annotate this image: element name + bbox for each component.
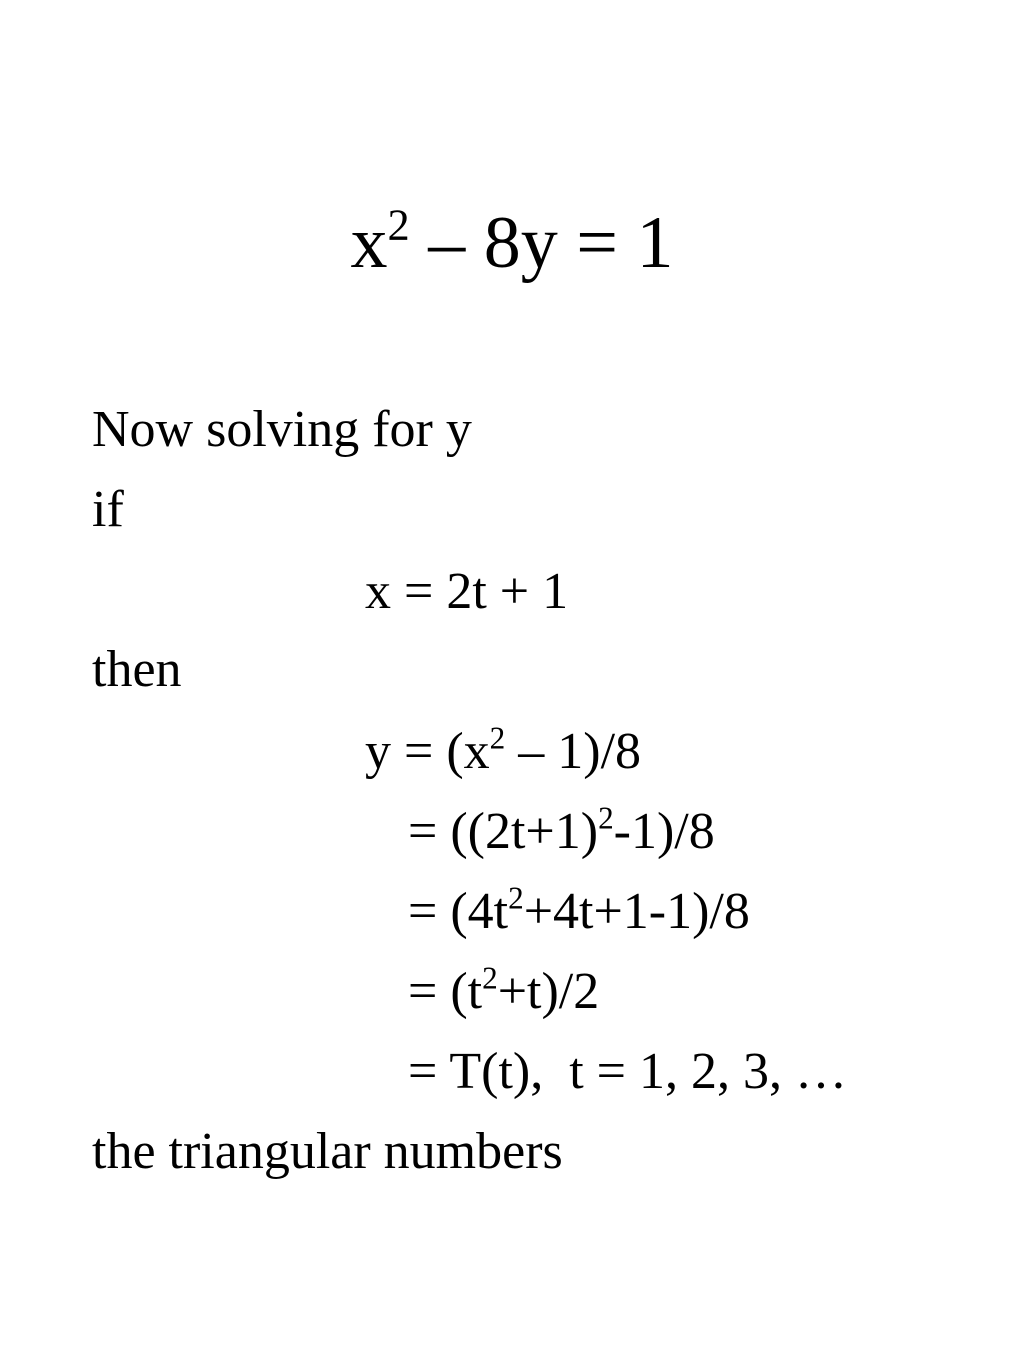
title-exponent: 2 bbox=[387, 199, 410, 250]
step3-pre: = (t bbox=[408, 963, 483, 1020]
step3-post: +t)/2 bbox=[497, 963, 600, 1020]
step3-exponent: 2 bbox=[482, 960, 498, 996]
step2-pre: = (4t bbox=[408, 883, 509, 940]
title-rest: – 8y = 1 bbox=[409, 202, 674, 284]
equation-title bbox=[0, 195, 1024, 291]
title-base: x bbox=[350, 202, 388, 284]
conclusion-line: the triangular numbers bbox=[92, 1123, 563, 1180]
derivation-step-3 bbox=[408, 960, 599, 1024]
y-def-post: – 1)/8 bbox=[505, 723, 642, 780]
if-line: if bbox=[92, 481, 124, 538]
step1-post: -1)/8 bbox=[613, 803, 715, 860]
then-line: then bbox=[92, 641, 182, 698]
derivation-step-4: = T(t), t = 1, 2, 3, … bbox=[408, 1043, 848, 1100]
intro-line: Now solving for y bbox=[92, 401, 472, 458]
step2-post: +4t+1-1)/8 bbox=[523, 883, 750, 940]
step1-pre: = ((2t+1) bbox=[408, 803, 599, 860]
derivation-step-1 bbox=[408, 800, 715, 864]
y-def-exponent: 2 bbox=[489, 720, 506, 756]
step2-exponent: 2 bbox=[508, 880, 524, 916]
step1-exponent: 2 bbox=[598, 800, 614, 836]
derivation-step-2 bbox=[408, 880, 750, 944]
x-definition: x = 2t + 1 bbox=[365, 563, 569, 620]
y-def-pre: y = (x bbox=[365, 723, 490, 780]
y-definition bbox=[365, 720, 641, 784]
